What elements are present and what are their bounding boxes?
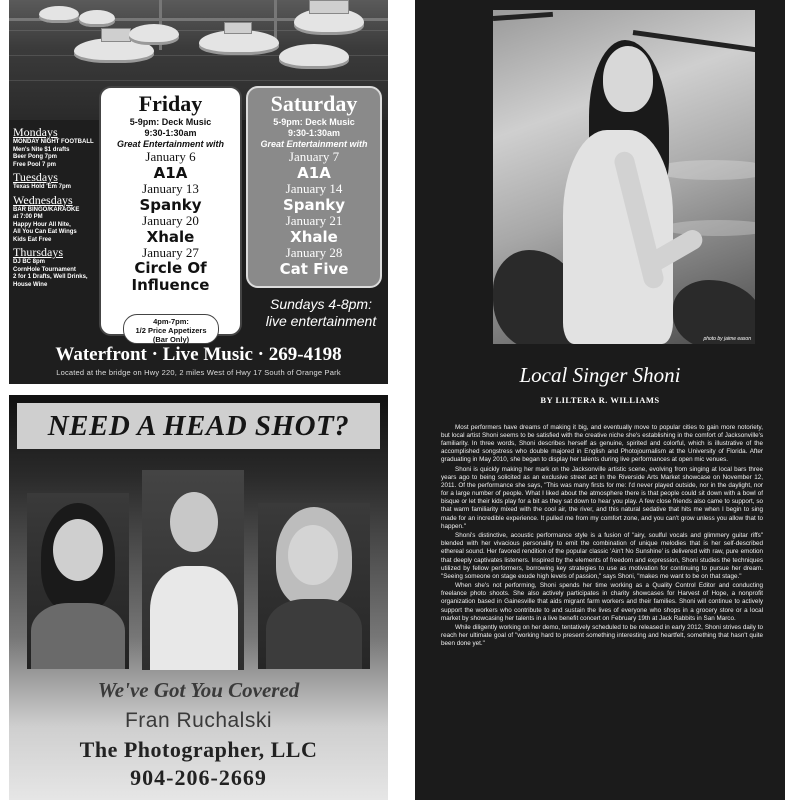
saturday-deck-time: 5-9pm: Deck Music	[273, 117, 355, 127]
friday-late-time: 9:30-1:30am	[144, 128, 197, 138]
photo-credit: photo by jaime eason	[703, 336, 751, 342]
schedule-day-title: Wednesdays	[13, 192, 73, 207]
waterfront-footer: Waterfront · Live Music · 269-4198	[55, 344, 342, 365]
sundays-note	[254, 296, 388, 330]
schedule-thursday	[13, 246, 105, 289]
schedule-line: Texas Hold 'Em 7pm	[13, 184, 71, 190]
show-date: January 14	[285, 181, 343, 196]
portrait-woman-right	[258, 503, 370, 669]
singer-photo	[493, 10, 755, 344]
article-paragraph: When she's not performing, Shoni spends her time working as a Quality Control Editor and conducting freelance photo shoots. She also actively participates in charity showcases for Harvest of Hope, a nonprofit organization based in Gainesville that aids migrant farm workers and their families. Shoni will continue to actively support the workers who contribute to and sustain the lives of everyone who shops in a grocery store or a local market by showcasing her talents in a live benefit concert on February 19th at Jack Rabbits in San Marco.	[441, 582, 763, 622]
portrait-woman-left	[27, 493, 129, 669]
friday-deck-time: 5-9pm: Deck Music	[129, 117, 212, 127]
friday-great-entertainment: Great Entertainment with	[116, 139, 224, 149]
headshot-phone: 904-206-2669	[130, 765, 267, 790]
appetizer-time: 4pm-7pm:	[153, 317, 189, 326]
schedule-tuesday	[13, 171, 105, 192]
weekly-schedule	[13, 124, 105, 289]
band-name: Cat Five	[279, 260, 349, 278]
headshot-tagline: We've Got You Covered	[97, 678, 300, 702]
article-paragraph: While diligently working on her demo, tentatively scheduled to be released in early 2012, Shoni strives daily to reach her ultimate goal of "working hard to present something interesting and heartfelt, something that hasn't quite been done yet."	[441, 624, 763, 648]
appetizer-badge	[123, 314, 219, 344]
portrait-man-center	[142, 470, 244, 670]
schedule-day-title: Mondays	[13, 125, 58, 139]
show-date: January 7	[288, 149, 340, 164]
appetizer-note: (Bar Only)	[152, 335, 190, 344]
saturday-title: Saturday	[270, 91, 358, 116]
saturday-late-time: 9:30-1:30am	[287, 128, 341, 138]
article-byline: BY LILTERA R. WILLIAMS	[540, 395, 660, 405]
schedule-line: at 7:00 PM	[13, 214, 43, 220]
sundays-text: live entertainment	[265, 313, 377, 329]
friday-card	[99, 86, 242, 344]
schedule-line: Beer Pong 7pm	[13, 154, 58, 160]
schedule-line: Men's Nite $1 drafts	[13, 146, 70, 153]
company-name: The Photographer, LLC	[79, 737, 318, 762]
headshot-ad	[9, 395, 388, 800]
show-date: January 20	[142, 213, 199, 228]
show-date: January 6	[145, 149, 196, 164]
saturday-card	[246, 86, 382, 288]
schedule-line: BAR BINGO/KARAOKE	[13, 206, 80, 213]
band-name: A1A	[153, 164, 188, 182]
appetizer-text: 1/2 Price Appetizers	[135, 326, 207, 335]
schedule-wednesday	[13, 194, 105, 245]
band-name: Spanky	[282, 196, 346, 214]
friday-title: Friday	[138, 91, 203, 116]
schedule-line: All You Can Eat Wings	[13, 229, 77, 235]
show-date: January 13	[142, 181, 199, 196]
article-paragraph: Shoni's distinctive, acoustic performance style is a fusion of "airy, soulful vocals and glimmery guitar riffs" blended with her vivacious personality to emit the combination of unique melodies that is her self-described ethereal sound. Her favored rendition of the popular classic 'Ain't No Sunshine' is delivered with raw, pure emotion that deeply captivates listeners. Inspired by the elements of freedom and expression, Shoni studies the techniques utilized by fellow performers, borrowing key strategies to use as motivation for continuing to pursue her dream. "Seeing someone on stage exude high levels of passion," says Shoni, "makes me want to be on that stage."	[441, 532, 763, 580]
schedule-monday	[13, 126, 105, 169]
band-name: Spanky	[139, 196, 202, 214]
schedule-line: House Wine	[13, 281, 48, 288]
article-panel	[415, 0, 785, 800]
show-date: January 27	[142, 245, 199, 260]
show-date: January 28	[285, 245, 343, 260]
headshot-banner: NEED A HEAD SHOT?	[17, 403, 380, 449]
waterfront-ad	[9, 0, 388, 384]
band-name: Circle Of Influence	[131, 259, 210, 294]
schedule-line: Kids Eat Free	[13, 236, 52, 243]
saturday-great-entertainment: Great Entertainment with	[260, 139, 368, 149]
schedule-line: CornHole Tournament	[13, 266, 76, 273]
schedule-day-title: Tuesdays	[13, 170, 58, 184]
article-title: Local Singer Shoni	[519, 363, 681, 387]
article-body	[441, 424, 763, 650]
show-date: January 21	[285, 213, 343, 228]
band-name: Xhale	[290, 228, 338, 246]
article-paragraph: Most performers have dreams of making it big, and eventually move to popular cities to gain more notoriety, but local artist Shoni seems to be satisfied with the creative niche she's establishing in the comfort of Jacksonville's familiarity. In three words, Shoni describes herself as genuine, spirited and colorful, which is illustrative of the accomplished songstress who double majored in English and Photojournalism at the University of Florida. After graduating in May 2010, she began to display her talents during live performances at open mic venues.	[441, 424, 763, 464]
schedule-line: MONDAY NIGHT FOOTBALL	[13, 139, 94, 145]
band-name: A1A	[297, 164, 331, 182]
schedule-line: Free Pool 7 pm	[13, 161, 57, 168]
schedule-line: Happy Hour All Nite,	[13, 221, 71, 228]
photographer-name: Fran Ruchalski	[124, 709, 273, 732]
sundays-time: Sundays 4-8pm:	[270, 296, 372, 312]
waterfront-location: Located at the bridge on Hwy 220, 2 miles West of Hwy 17 South of Orange Park	[56, 368, 341, 377]
schedule-line: 2 for 1 Drafts, Well Drinks,	[13, 274, 88, 280]
band-name: Xhale	[146, 228, 195, 246]
schedule-line: DJ BC 8pm	[13, 259, 46, 265]
article-paragraph: Shoni is quickly making her mark on the Jacksonville artistic scene, evolving from singing at local bars three years ago to being solicited as an exclusive street act in the Riverside Arts Market showcase on November 12, 2011. Of the performance she says, "This was many firsts for me: I'd never played outside, nor in the daylight, nor for a large number of people. What I liked about the atmosphere there is that people could sit down with a bowl of bisque or let their kids play for a bit as they sat down to hear you play. A few close friends also came to support, so that warm familiarity mixed with the cool air, the river, and this natural sedative that hits me when I begin to sing made for an incredible experience. It pulled me from my comfort zone, and you can't grow unless you allow that to happen."	[441, 465, 763, 530]
schedule-day-title: Thursdays	[13, 245, 63, 259]
